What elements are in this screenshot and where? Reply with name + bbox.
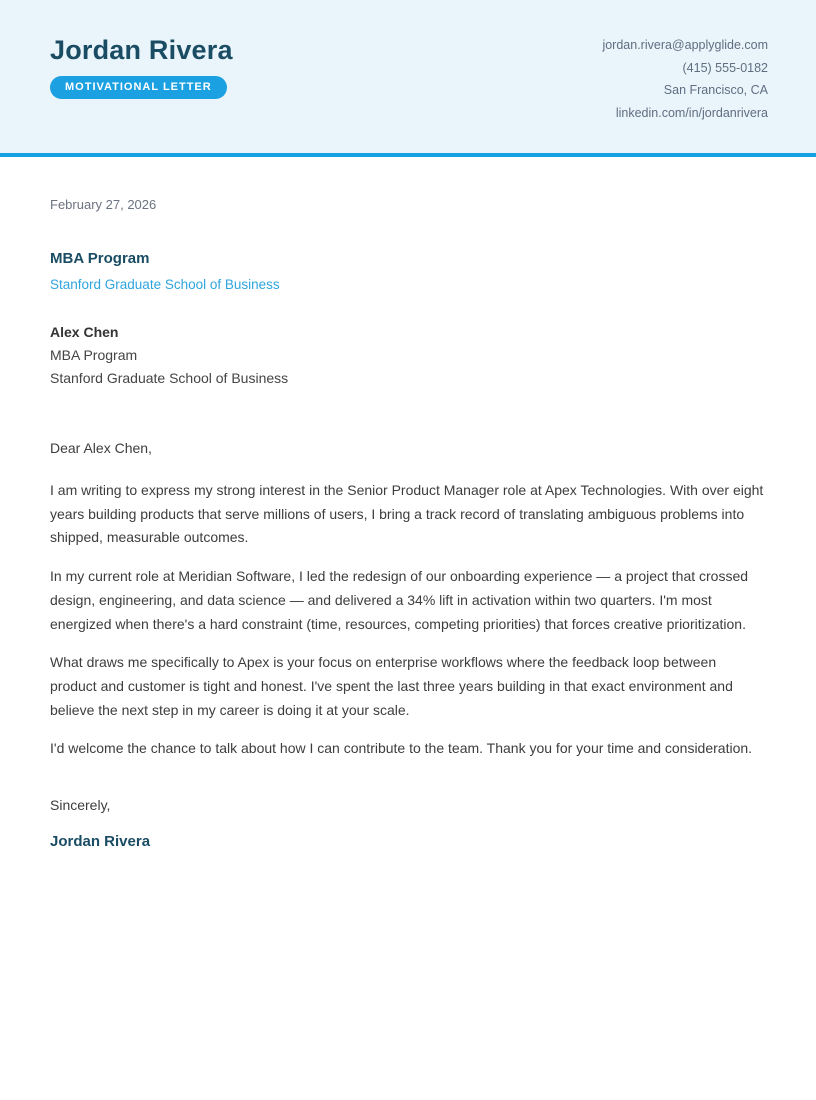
recipient-contact-org: Stanford Graduate School of Business xyxy=(50,370,289,386)
closing-line: Sincerely, xyxy=(50,797,111,814)
recipient-block xyxy=(50,249,766,390)
header-identity xyxy=(50,30,233,99)
letter-body xyxy=(0,197,816,854)
contact-location: San Francisco, CA xyxy=(663,83,768,98)
letter-header xyxy=(0,0,816,157)
signature-name: Jordan Rivera xyxy=(50,833,151,851)
recipient-school-link[interactable]: Stanford Graduate School of Business xyxy=(50,277,280,292)
contact-phone: (415) 555-0182 xyxy=(682,60,768,75)
letter-date: February 27, 2026 xyxy=(50,197,157,212)
contact-email: jordan.rivera@applyglide.com xyxy=(602,38,768,52)
recipient-person xyxy=(50,321,766,390)
person-name: Jordan Rivera xyxy=(50,35,233,65)
recipient-contact-name: Alex Chen xyxy=(50,324,119,340)
recipient-program-title: MBA Program xyxy=(50,250,150,267)
contact-block xyxy=(602,30,768,124)
document-type-badge: MOTIVATIONAL LETTER xyxy=(50,76,227,99)
recipient-contact-role: MBA Program xyxy=(50,347,138,363)
paragraph-current-role: In my current role at Meridian Software, I led the redesign of our onboarding experience — a project that crossed design, engineering, and data science — and delivered a 34% lift in activation within two quarters. I'm most energized when there's a hard constraint (time, resources, competing priorities) that forces creative prioritization. xyxy=(50,568,749,632)
paragraph-motivation: What draws me specifically to Apex is your focus on enterprise workflows where the feedback loop between product and customer is tight and honest. I've spent the last three years building in that exact environment and believe the next step in my career is doing it at your scale. xyxy=(50,654,733,718)
paragraph-call-to-action: I'd welcome the chance to talk about how I can contribute to the team. Thank you for your time and consideration. xyxy=(50,740,753,757)
paragraph-intro: I am writing to express my strong interest in the Senior Product Manager role at Apex Technologies. With over eight years building products that serve millions of users, I bring a track record of translating ambiguous problems into shipped, measurable outcomes. xyxy=(50,482,764,546)
salutation: Dear Alex Chen, xyxy=(50,440,152,456)
contact-linkedin: linkedin.com/in/jordanrivera xyxy=(615,105,768,120)
